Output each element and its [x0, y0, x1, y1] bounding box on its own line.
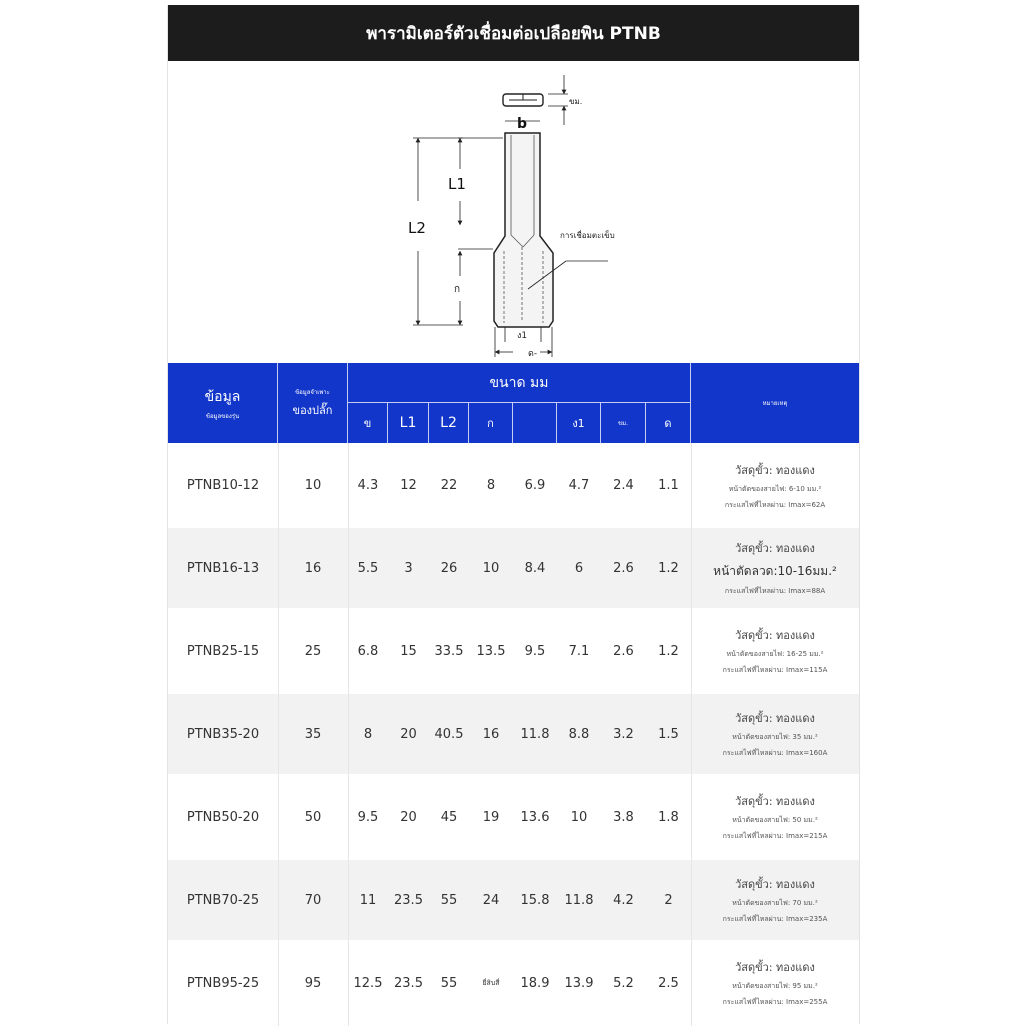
- size-value-cell: 22: [440, 478, 458, 493]
- col-size-7: ด: [646, 403, 691, 443]
- size-value-cell: 10: [482, 560, 500, 576]
- size-value-cell: 20: [400, 809, 417, 825]
- size-value-cell: 12.5: [353, 975, 383, 991]
- size-value-cell: ยี่สิบสี่: [482, 978, 500, 987]
- size-value-cell: 23.5: [394, 975, 423, 991]
- col-size-4: [513, 403, 557, 443]
- pin-connector-drawing: [168, 61, 859, 363]
- size-value-cell: 2.5: [658, 975, 679, 991]
- col-cable-small-label: ข้อมูลจำเพาะ: [295, 388, 330, 396]
- note-cross-section: หน้าตัดของสายไฟ: 50 มม.²: [732, 816, 818, 824]
- col-data-label: ข้อมูล: [204, 388, 241, 405]
- column-divider: [348, 443, 349, 1026]
- note-current: กระแสไฟที่ไหลผ่าน: Imax=235A: [722, 915, 828, 923]
- note-cross-section: หน้าตัดของสายไฟ: 95 มม.²: [732, 982, 818, 990]
- size-value-cell: 11: [359, 892, 377, 908]
- size-value-cell: 6.9: [524, 478, 546, 493]
- model-cell: PTNB16-13: [186, 560, 260, 576]
- column-divider: [691, 443, 692, 1026]
- size-value-cell: 33.5: [434, 643, 464, 659]
- size-value-cell: 5.2: [613, 975, 634, 991]
- col-size-3: ก: [469, 403, 513, 443]
- cable-cell: 70: [304, 892, 322, 908]
- size-value-cell: 6: [574, 560, 584, 576]
- note-cross-section: หน้าตัดลวด:10-16มม.²: [713, 564, 837, 578]
- size-value-cell: 2.4: [613, 478, 634, 493]
- size-value-cell: 15.8: [520, 892, 550, 908]
- size-value-cell: 8.4: [524, 560, 546, 576]
- note-cross-section: หน้าตัดของสายไฟ: 35 มม.²: [732, 733, 818, 741]
- size-value-cell: 18.9: [520, 975, 550, 991]
- size-value-cell: 12: [400, 478, 417, 493]
- model-cell: PTNB70-25: [186, 892, 260, 908]
- size-value-cell: 8.8: [568, 726, 590, 742]
- col-size-2: L2: [429, 403, 469, 443]
- size-value-cell: 19: [482, 809, 500, 825]
- notes-cell: [691, 694, 859, 774]
- size-value-cell: 1.2: [658, 560, 679, 576]
- table-header: [168, 363, 859, 443]
- notes-cell: [691, 528, 859, 608]
- size-value-cell: 8: [486, 478, 496, 493]
- size-value-cell: 7.1: [568, 643, 590, 659]
- model-cell: PTNB95-25: [186, 975, 260, 991]
- size-value-cell: 9.5: [524, 643, 546, 659]
- col-data-sublabel: ข้อมูลของรุ่น: [205, 412, 240, 420]
- notes-cell: [691, 860, 859, 940]
- col-data: [168, 363, 278, 443]
- note-cross-section: หน้าตัดของสายไฟ: 6-10 มม.²: [728, 484, 822, 493]
- size-value-cell: 1.5: [658, 726, 679, 742]
- page-title: พารามิเตอร์ตัวเชื่อมต่อเปลือยพิน PTNB: [168, 5, 859, 61]
- col-size-0: ข: [348, 403, 388, 443]
- L1-label: L1: [448, 175, 466, 193]
- note-cross-section: หน้าตัดของสายไฟ: 70 มม.²: [732, 899, 818, 907]
- col-cable: [278, 363, 348, 443]
- size-value-cell: 11.8: [564, 892, 594, 908]
- table-row: [168, 774, 859, 860]
- table-row: [168, 940, 859, 1026]
- col-cable-label: ของปลั๊ก: [292, 403, 333, 417]
- g1-label: ง1: [517, 331, 528, 341]
- note-current: กระแสไฟที่ไหลผ่าน: Imax=255A: [722, 998, 828, 1006]
- note-current: กระแสไฟที่ไหลผ่าน: Imax=115A: [722, 666, 828, 674]
- spec-sheet: [167, 5, 860, 1024]
- notes-cell: [691, 608, 859, 694]
- size-value-cell: 8: [363, 726, 373, 742]
- size-value-cell: 13.6: [520, 809, 550, 825]
- bm-label: ขม.: [569, 97, 583, 106]
- size-group-label: ขนาด มม: [489, 374, 549, 391]
- size-value-cell: 2: [664, 892, 673, 908]
- cable-cell: 35: [304, 726, 322, 742]
- note-material: วัสดุขั้ว: ทองแดง: [735, 712, 815, 725]
- note-current: กระแสไฟที่ไหลผ่าน: Imax=62A: [724, 500, 826, 509]
- size-group-header: [348, 363, 691, 403]
- model-cell: PTNB10-12: [186, 478, 260, 493]
- note-material: วัสดุขั้ว: ทองแดง: [735, 542, 815, 555]
- table-row: [168, 860, 859, 940]
- size-value-cell: 13.9: [564, 975, 594, 991]
- note-current: กระแสไฟที่ไหลผ่าน: Imax=160A: [722, 749, 828, 757]
- connector-diagram: [168, 61, 859, 363]
- cable-cell: 50: [304, 809, 322, 825]
- size-value-cell: 1.2: [658, 643, 679, 659]
- size-value-cell: 40.5: [434, 726, 464, 742]
- size-value-cell: 1.1: [658, 478, 679, 493]
- size-value-cell: 2.6: [613, 643, 634, 659]
- b-label: b: [517, 116, 528, 132]
- size-value-cell: 4.2: [613, 892, 634, 908]
- size-value-cell: 26: [440, 560, 458, 576]
- model-cell: PTNB25-15: [186, 643, 260, 659]
- cable-cell: 16: [304, 560, 322, 576]
- table-row: [168, 443, 859, 528]
- size-value-cell: 16: [482, 726, 500, 742]
- size-value-cell: 20: [400, 726, 417, 742]
- size-value-cell: 10: [570, 809, 588, 825]
- size-value-cell: 4.3: [357, 478, 379, 493]
- notes-cell: [691, 443, 859, 528]
- table-row: [168, 694, 859, 774]
- note-cross-section: หน้าตัดของสายไฟ: 16-25 มม.²: [726, 650, 824, 658]
- note-material: วัสดุขั้ว: ทองแดง: [735, 629, 815, 642]
- size-value-cell: 5.5: [357, 560, 379, 576]
- L2-label: L2: [408, 219, 426, 237]
- col-size-1: L1: [388, 403, 429, 443]
- note-current: กระแสไฟที่ไหลผ่าน: Imax=88A: [724, 587, 826, 595]
- size-value-cell: 55: [440, 975, 458, 991]
- model-cell: PTNB50-20: [186, 809, 260, 825]
- size-value-cell: 23.5: [394, 892, 423, 908]
- notes-cell: [691, 774, 859, 860]
- size-value-cell: 2.6: [613, 560, 634, 576]
- size-value-cell: 4.7: [568, 478, 590, 493]
- d-label: ด-: [528, 349, 538, 359]
- note-current: กระแสไฟที่ไหลผ่าน: Imax=215A: [722, 832, 828, 840]
- notes-cell: [691, 940, 859, 1026]
- column-divider: [278, 443, 279, 1026]
- cable-cell: 10: [304, 478, 322, 493]
- size-value-cell: 24: [482, 892, 500, 908]
- col-size-6: ขม.: [601, 403, 646, 443]
- size-value-cell: 3.2: [613, 726, 634, 742]
- size-value-cell: 55: [440, 892, 458, 908]
- note-material: วัสดุขั้ว: ทองแดง: [735, 795, 815, 808]
- size-value-cell: 15: [400, 643, 417, 659]
- table-row: [168, 528, 859, 608]
- k-label: ก: [454, 284, 461, 295]
- col-size-5: ง1: [557, 403, 601, 443]
- note-material: วัสดุขั้ว: ทองแดง: [735, 961, 815, 974]
- model-cell: PTNB35-20: [186, 726, 260, 742]
- note-material: วัสดุขั้ว: ทองแดง: [735, 878, 815, 891]
- size-value-cell: 9.5: [357, 809, 379, 825]
- size-value-cell: 6.8: [357, 643, 379, 659]
- weld-label: การเชื่อมตะเข็บ: [560, 231, 615, 240]
- size-value-cell: 45: [440, 809, 458, 825]
- table-row: [168, 608, 859, 694]
- size-value-cell: 11.8: [520, 726, 550, 742]
- size-value-cell: 3.8: [613, 809, 634, 825]
- size-value-cell: 13.5: [476, 643, 506, 659]
- cable-cell: 95: [304, 975, 322, 991]
- size-value-cell: 3: [404, 560, 413, 576]
- note-material: วัสดุขั้ว: ทองแดง: [735, 463, 815, 477]
- size-value-cell: 1.8: [658, 809, 679, 825]
- col-notes: หมายเหตุ: [762, 399, 788, 407]
- cable-cell: 25: [304, 643, 322, 659]
